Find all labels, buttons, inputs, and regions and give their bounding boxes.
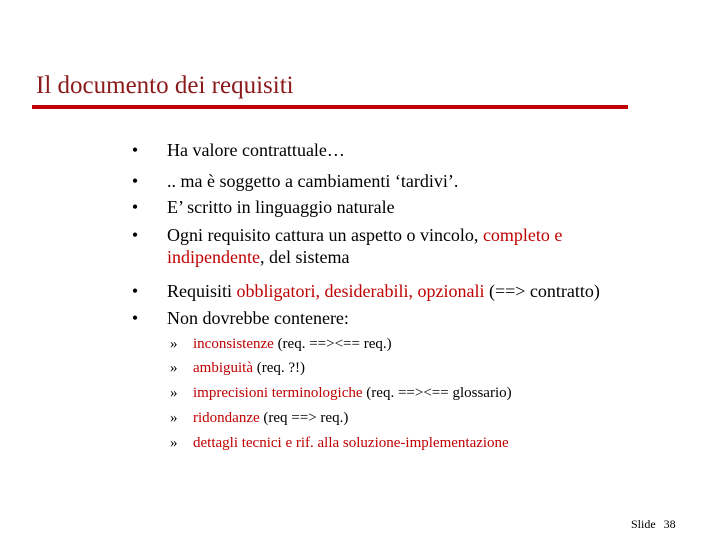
text-run: (req. ==><== glossario) — [362, 385, 512, 401]
sub-bullet-marker: » — [170, 385, 178, 401]
text-run: E’ scritto in linguaggio naturale — [167, 197, 395, 217]
bullet-marker: • — [131, 171, 139, 191]
bullet-marker: • — [131, 140, 139, 160]
text-run: , del sistema — [259, 247, 350, 267]
bullet-text — [167, 307, 349, 329]
slide-number: 38 — [663, 517, 676, 531]
slide-footer — [631, 517, 676, 532]
highlighted-text: indipendente — [167, 247, 260, 267]
text-run: Ogni requisito cattura un aspetto o vincolo, — [167, 225, 483, 245]
sub-bullet-marker: » — [170, 336, 178, 352]
bullet-text — [167, 280, 600, 302]
bullet-text — [167, 246, 349, 268]
highlighted-text: imprecisioni terminologiche — [193, 385, 363, 401]
text-run: Requisiti — [167, 281, 237, 301]
highlighted-text: obbligatori, desiderabili, opzionali — [236, 281, 485, 301]
bullet-marker: • — [131, 225, 139, 245]
highlighted-text: inconsistenze — [193, 336, 274, 352]
highlighted-text: dettagli tecnici e rif. alla soluzione-implementazione — [193, 435, 509, 451]
sub-bullet-marker: » — [170, 360, 178, 376]
sub-bullet-marker: » — [170, 435, 178, 451]
highlighted-text: ambiguità — [193, 360, 253, 376]
text-run: (req. ?!) — [253, 360, 306, 376]
sub-bullet-text — [193, 383, 512, 403]
footer-label: Slide — [631, 517, 656, 531]
bullet-text — [167, 224, 562, 246]
text-run: (req. ==><== req.) — [273, 336, 392, 352]
bullet-marker: • — [131, 308, 139, 328]
title-underline — [32, 105, 628, 109]
text-run: Non dovrebbe contenere: — [167, 308, 349, 328]
text-run: Ha valore contrattuale… — [167, 140, 345, 160]
bullet-marker: • — [131, 281, 139, 301]
slide-title: Il documento dei requisiti — [36, 72, 294, 99]
highlighted-text: completo e — [482, 225, 563, 245]
sub-bullet-marker: » — [170, 410, 178, 426]
sub-bullet-text — [193, 334, 392, 354]
sub-bullet-text — [193, 433, 509, 453]
text-run: (req ==> req.) — [259, 410, 349, 426]
bullet-text — [167, 139, 345, 161]
text-run: (==> contratto) — [484, 281, 600, 301]
bullet-text — [167, 196, 395, 218]
bullet-marker: • — [131, 197, 139, 217]
sub-bullet-text — [193, 408, 348, 428]
text-run: .. ma è soggetto a cambiamenti ‘tardivi’. — [167, 171, 459, 191]
highlighted-text: ridondanze — [193, 410, 260, 426]
sub-bullet-text — [193, 358, 305, 378]
bullet-text — [167, 170, 458, 192]
